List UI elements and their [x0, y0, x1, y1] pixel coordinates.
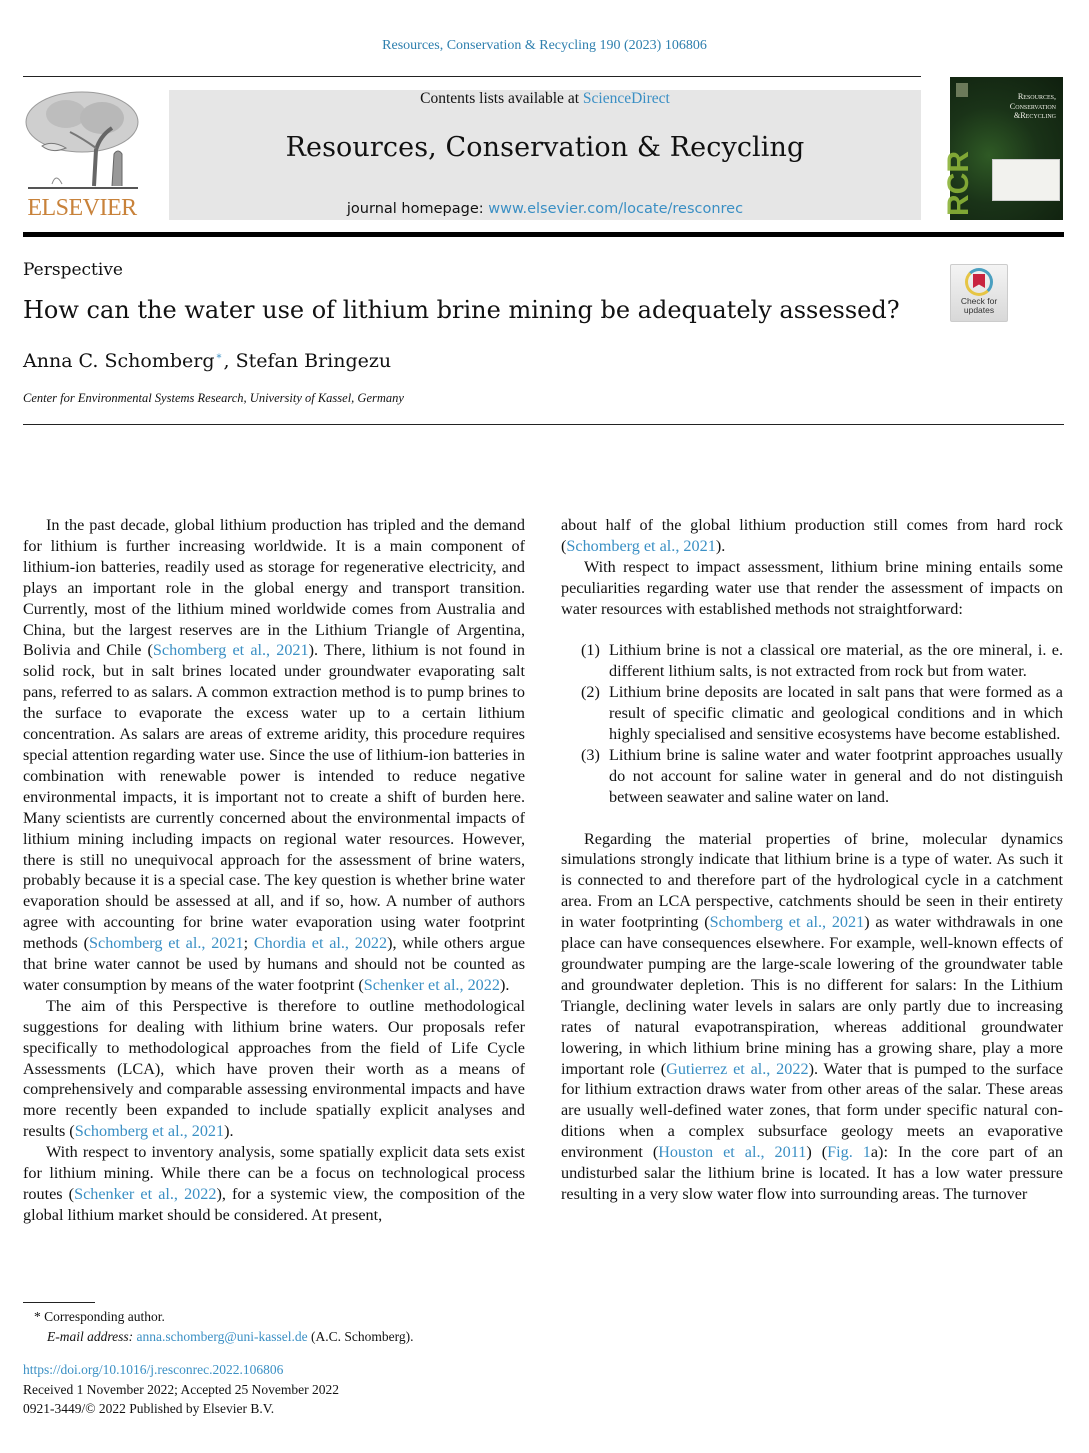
- list-number: (3): [581, 745, 600, 764]
- header-rule: [23, 76, 921, 77]
- citation-link[interactable]: Gutierrez et al., 2022: [666, 1059, 809, 1078]
- list-number: (1): [581, 641, 600, 660]
- paragraph-text: a): In the core part of an undisturbed salar the lithium brine is located. It has a low water pressure resulting in a very slow water flow into surrounding areas. The turnover: [561, 1143, 1063, 1203]
- paragraph-text: ).: [224, 1122, 234, 1141]
- elsevier-logo: [22, 88, 142, 222]
- citation-link[interactable]: Chordia et al., 2022: [253, 934, 388, 953]
- journal-homepage-line: [169, 201, 921, 217]
- cover-figure-thumbnail: [992, 159, 1060, 201]
- footnote: [34, 1307, 414, 1347]
- list-text: Lithium brine is not a classical ore material, as the ore mineral, i. e. different lithium salts, is not extracted from rock but from water.: [609, 641, 1063, 681]
- list-number: (2): [581, 683, 600, 702]
- citation-link[interactable]: Schomberg et al., 2021: [74, 1122, 225, 1141]
- article-type: Perspective: [23, 260, 123, 280]
- paragraph: [561, 829, 1063, 1205]
- footnote-text: Corresponding author.: [44, 1309, 165, 1324]
- paragraph-text: about half of the global lithium production still comes from hard rock (: [561, 516, 1063, 555]
- citation-link[interactable]: Fig. 1: [827, 1143, 871, 1162]
- author-name[interactable]: Anna C. Schomberg: [23, 350, 215, 372]
- homepage-prefix: journal homepage:: [346, 201, 489, 217]
- received-dates: Received 1 November 2022; Accepted 25 November 2022: [23, 1381, 340, 1397]
- citation-link[interactable]: Schenker et al., 2022: [74, 1185, 217, 1203]
- paragraph-text: ;: [243, 934, 254, 953]
- doi-link[interactable]: https://doi.org/10.1016/j.resconrec.2022.106806: [23, 1362, 284, 1377]
- check-for-updates-label: Check for updates: [960, 296, 998, 315]
- paragraph-text: ).: [715, 536, 726, 555]
- paragraph-text: ), while others argue that brine water cannot be used by humans and should not be counted as water consumption by means of the water footprint (: [23, 934, 526, 994]
- contents-prefix: Contents lists available at: [420, 90, 583, 107]
- email-suffix: (A.C. Schomberg).: [307, 1329, 414, 1344]
- paragraph-text: ).: [499, 975, 510, 994]
- email-link[interactable]: anna.schomberg@uni-kassel.de: [136, 1329, 308, 1344]
- citation-link[interactable]: Schenker et al., 2022: [363, 975, 500, 994]
- paragraph-text: With respect to inventory analysis, some spatially explicit data sets exist for lithium mining. While there can be a focus on technological process routes (: [23, 1143, 525, 1203]
- copyright: 0921-3449/© 2022 Published by Elsevier B.V.: [23, 1401, 275, 1416]
- citation-link[interactable]: Houston et al., 2011: [658, 1143, 807, 1162]
- body-column-left: [23, 515, 525, 1226]
- cover-monogram: RCR: [942, 151, 975, 216]
- citation-link[interactable]: Schomberg et al., 2021: [709, 913, 865, 932]
- author-separator: ,: [223, 350, 236, 372]
- journal-cover-image[interactable]: [942, 77, 1063, 220]
- body-column-right: [561, 515, 1063, 1205]
- paragraph-text: Regarding the material properties of brine, molecular dynamics simulations strongly indicate that lithium brine is a type of water. As such it is connected to and therefore part of the hydrological cycle in a catchment area. From an LCA perspective, catchments should be seen in their entirety in water footprinting (: [561, 829, 1063, 932]
- peculiarities-list: [561, 640, 1063, 807]
- cover-title-line: Resources,: [1017, 92, 1056, 101]
- paragraph: [561, 515, 1063, 557]
- footnote-rule: [23, 1302, 95, 1303]
- cover-title-line: Conservation: [1009, 101, 1056, 111]
- paragraph-text: With respect to impact assessment, lithium brine mining entails some peculiarities regarding water use that render the assessment of impacts on water resources with established methods not straightforward:: [561, 557, 1063, 618]
- list-item: [561, 640, 1063, 682]
- publication-info: [23, 1360, 339, 1419]
- contents-line: [169, 90, 921, 108]
- sciencedirect-link[interactable]: ScienceDirect: [582, 90, 670, 107]
- citation-link[interactable]: Schomberg et al., 2021: [566, 536, 716, 555]
- paragraph-text: ) (: [806, 1143, 828, 1162]
- paragraph-text: ) as water withdrawals in one place can have consequences elsewhere. For example, well-known effects of groundwater pumping are the large-scale lowering of the groundwater table and groundwater depletion. This is no different for salars: In the Lithium Triangle, declining water levels in salars are only partly due to increasing rates of natural evapotranspiration, whereas additional groundwater lowering, in which lithium brine mining has a growing share, play a more important role (: [561, 913, 1063, 1078]
- paragraph: [23, 996, 525, 1142]
- author-list: [23, 350, 391, 372]
- journal-header-box: [169, 90, 921, 220]
- corresponding-author-mark[interactable]: *: [216, 353, 222, 364]
- list-text: Lithium brine is saline water and water footprint approaches usually do not account for saline water in general and do not distinguish between seawater and saline water on land.: [609, 745, 1063, 806]
- check-for-updates-button[interactable]: [950, 264, 1008, 322]
- elsevier-wordmark: ELSEVIER: [27, 195, 137, 221]
- paragraph-text: In the past decade, global lithium production has tripled and the demand for lithium is further increasing worldwide. It is a main component of lithium-ion batteries, readily used as storage for regenerative electricity, and plays an important role in the global energy and transport transition. Currently, most of the lithium mined worldwide comes from Australia and China, but the largest reserves are in the Lithium Triangle of Argentina, Bolivia and Chile (: [23, 516, 525, 660]
- list-item: [561, 745, 1063, 808]
- paragraph-text: The aim of this Perspective is therefore to outline methodological suggestions for dealing with lithium brine waters. Our proposals refer specifically to methodological approaches from the field of Life Cycle Assessments (LCA), which have proven their worth as a means of comprehensively and comparable assessing environmental impacts and have more recently been expanded to include spatially explicit analyses and results (: [23, 996, 525, 1141]
- cover-elsevier-icon: [956, 83, 968, 97]
- journal-title: Resources, Conservation & Recycling: [285, 132, 805, 163]
- list-item: [561, 682, 1063, 745]
- paragraph-text: ). Water that is pumped to the surface for lithium extraction draws water from other areas of the salar. These areas are usually well-defined water zones, that form under specific natural conditions when a complex subsurface geology meets an evaporative environment (: [561, 1059, 1064, 1162]
- cover-title-line: &Recycling: [1013, 111, 1056, 120]
- paragraph: [23, 1142, 525, 1226]
- meta-rule: [23, 424, 1064, 425]
- paragraph: [23, 515, 525, 996]
- list-text: Lithium brine deposits are located in salt pans that were formed as a result of specific climatic and geological conditions and in which highly specialised and sensitive ecosystems have become established.: [609, 683, 1063, 744]
- email-label: E-mail address:: [47, 1329, 134, 1344]
- affiliation: Center for Environmental Systems Research, University of Kassel, Germany: [23, 391, 404, 405]
- paragraph: [561, 557, 1063, 620]
- cover-title: [1010, 92, 1056, 121]
- running-head: Resources, Conservation & Recycling 190 (2023) 106806: [382, 38, 707, 53]
- journal-homepage-link[interactable]: www.elsevier.com/locate/resconrec: [488, 201, 744, 217]
- header-thick-rule: [23, 232, 1064, 237]
- citation-link[interactable]: Schomberg et al., 2021: [152, 641, 309, 660]
- paragraph-text: ), for a systemic view, the composition of the global lithium market should be considered. At present,: [23, 1185, 525, 1224]
- elsevier-tree-icon: [22, 88, 142, 192]
- footnote-mark: *: [34, 1309, 41, 1324]
- paragraph-text: ). There, lithium is not found in solid rock, but in salt brines located under groundwater evaporating salt pans, referred to as salars. A common extraction method is to pump brines to the surface to evaporate the excess water up to a certain lithium concentration. As salars are areas of extreme aridity, this procedure requires special attention regarding water use. Since the use of lithium-ion batteries in combination with renewable power is intended to reduce negative environmental impacts, it is important not to create a shift of burden here. Many scientists are currently concerned about the environmental impacts of lithium mining including impacts on regional water resources. However, there is still no unequivocal approach for the assessment of brine waters, probably because it is a special case. The key question is whether brine water evaporation should be assessed at all, and if so, how. A number of authors agree with accounting for brine water evaporation using water footprint methods (: [23, 641, 525, 953]
- author-name[interactable]: Stefan Bringezu: [235, 350, 392, 372]
- citation-link[interactable]: Schomberg et al., 2021: [89, 934, 244, 953]
- article-title: How can the water use of lithium brine mining be adequately assessed?: [23, 296, 900, 324]
